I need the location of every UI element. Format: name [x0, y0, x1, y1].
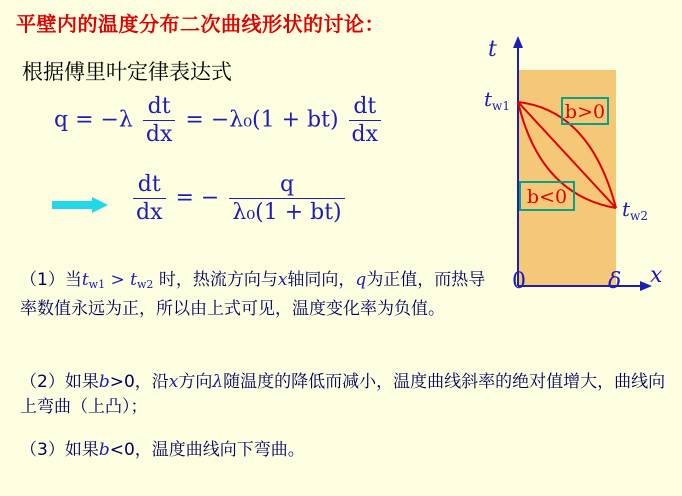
p3-rest: <0，温度曲线向下弯曲。 — [109, 440, 305, 460]
t-axis-arrowhead-icon — [513, 36, 523, 48]
p3-b: b — [98, 440, 110, 460]
p2-cond: >0，沿 — [109, 372, 169, 392]
p3-prefix: （3）如果 — [20, 440, 99, 460]
tw2-label: $t_{w2}$ — [622, 197, 648, 223]
x-axis-label: x — [650, 263, 663, 288]
eq1-num2: dt — [353, 94, 377, 119]
eq2-den2: λ₀(1 + bt) — [229, 198, 344, 225]
t-axis-label: t — [488, 37, 497, 62]
p1-t2: t — [130, 270, 137, 290]
eq1-fraction-1 — [143, 94, 176, 147]
subtitle: 根据傅里叶定律表达式 — [22, 60, 232, 84]
p2-prefix: （2）如果 — [20, 372, 99, 392]
p1-gt: > — [105, 270, 131, 290]
paragraph-case-2 — [20, 370, 675, 420]
eq1-mid: = −λ₀(1 + bt) — [185, 107, 339, 133]
paragraph-case-1 — [20, 268, 500, 322]
eq1-den1: dx — [143, 120, 176, 147]
eq2-den1: dx — [133, 198, 166, 225]
b-positive-label: b>0 — [564, 101, 606, 123]
fourier-law-equation — [54, 94, 384, 147]
p1-x: x — [277, 270, 288, 290]
p2-x: x — [168, 372, 179, 392]
eq2-mid: = − — [175, 185, 220, 211]
eq2-fraction-1 — [133, 172, 166, 225]
origin-label: 0 — [512, 269, 526, 294]
eq2-fraction-2 — [229, 172, 344, 225]
eq2-num1: dt — [137, 172, 161, 197]
p1-t1-sub: w1 — [88, 278, 106, 291]
p1-part2: 时，热流方向与 — [153, 270, 278, 290]
p1-part3: 轴同向， — [287, 270, 356, 290]
temperature-gradient-equation — [130, 172, 348, 225]
eq2-num2: q — [279, 172, 295, 197]
eq1-den2: dx — [349, 120, 382, 147]
p1-t2-sub: w2 — [137, 278, 154, 291]
b-negative-label: b<0 — [526, 186, 568, 208]
p2-lambda: λ — [212, 372, 224, 392]
slide-title: 平壁内的温度分布二次曲线形状的讨论： — [16, 12, 385, 36]
p1-prefix: （1）当 — [20, 270, 82, 290]
tw1-label: $t_{w1}$ — [484, 87, 510, 113]
eq1-lhs: q = −λ — [54, 107, 133, 133]
paragraph-case-3 — [20, 438, 675, 463]
p1-part4: 为正值，而热导率数值永远为正，所以由上式可见，温度变化率为负值。 — [20, 270, 486, 319]
p2-part2: 方向 — [178, 372, 213, 392]
p2-part3: 随温度的降低而减小，温度曲线斜率的绝对值增大，曲线向上弯曲（上凸）； — [20, 372, 666, 417]
temperature-profile-diagram — [470, 30, 675, 300]
p2-b: b — [98, 372, 110, 392]
eq1-num1: dt — [147, 94, 171, 119]
right-arrow-icon — [52, 197, 108, 213]
eq1-fraction-2 — [349, 94, 382, 147]
thickness-delta-label: δ — [608, 269, 622, 294]
p1-q: q — [355, 270, 367, 290]
p1-t1: t — [81, 270, 89, 290]
